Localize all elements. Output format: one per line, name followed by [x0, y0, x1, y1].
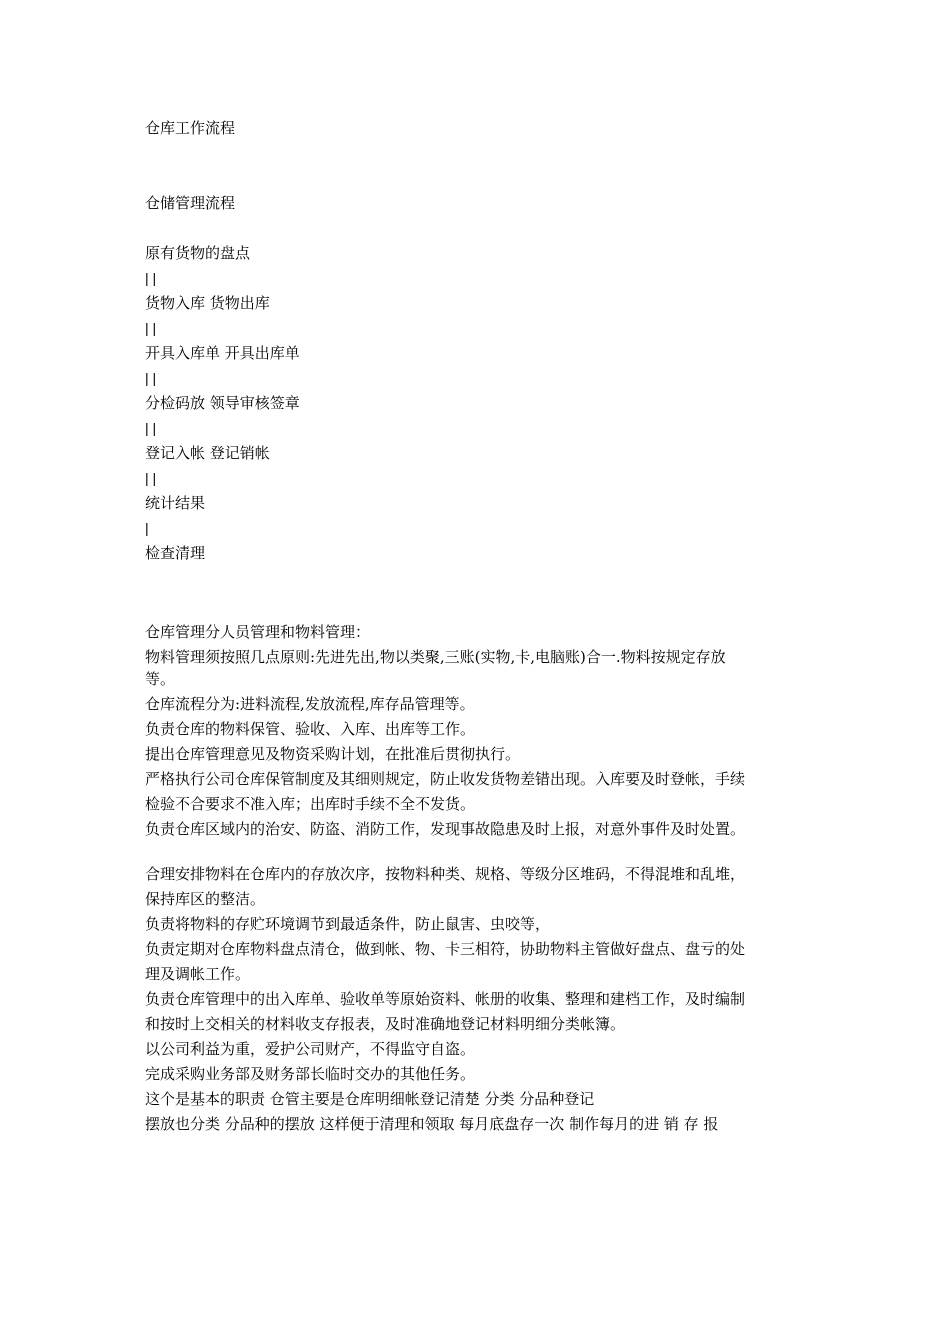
document-subtitle: 仓储管理流程 — [145, 194, 236, 212]
paragraph: 负责仓库管理中的出入库单、验收单等原始资料、帐册的收集、整理和建档工作，及时编制 — [145, 990, 746, 1008]
paragraph: 和按时上交相关的材料收支存报表，及时准确地登记材料明细分类帐簿。 — [145, 1015, 626, 1033]
paragraph: 理及调帐工作。 — [145, 965, 251, 983]
flow-connector: | | — [145, 420, 157, 436]
paragraph: 以公司利益为重，爱护公司财产，不得监守自盗。 — [145, 1040, 476, 1058]
paragraph: 等。 — [145, 670, 176, 688]
paragraph: 摆放也分类 分品种的摆放 这样便于清理和领取 每月底盘存一次 制作每月的进 销 存 报 — [145, 1115, 719, 1133]
process-flow — [145, 243, 300, 568]
flow-step: 开具入库单 开具出库单 — [145, 344, 300, 362]
flow-connector: | | — [145, 270, 157, 286]
flow-step: 登记入帐 登记销帐 — [145, 444, 270, 462]
flow-connector: | | — [145, 320, 157, 336]
flow-step: 检查清理 — [145, 544, 206, 562]
flow-step: 原有货物的盘点 — [145, 244, 251, 262]
paragraph: 合理安排物料在仓库内的存放次序，按物料种类、规格、等级分区堆码，不得混堆和乱堆， — [145, 865, 746, 883]
flow-step: 货物入库 货物出库 — [145, 294, 270, 312]
paragraph: 这个是基本的职责 仓管主要是仓库明细帐登记清楚 分类 分品种登记 — [145, 1090, 595, 1108]
paragraph: 仓库流程分为:进料流程,发放流程,库存品管理等。 — [145, 695, 475, 713]
paragraph: 完成采购业务部及财务部长临时交办的其他任务。 — [145, 1065, 476, 1083]
paragraph: 提出仓库管理意见及物资采购计划，在批准后贯彻执行。 — [145, 745, 521, 763]
paragraph: 保持库区的整洁。 — [145, 890, 266, 908]
paragraph: 负责将物料的存贮环境调节到最适条件，防止鼠害、虫咬等， — [145, 915, 551, 933]
paragraph: 仓库管理分人员管理和物料管理： — [145, 623, 371, 641]
paragraph: 检验不合要求不准入库；出库时手续不全不发货。 — [145, 795, 476, 813]
paragraph: 负责仓库区域内的治安、防盗、消防工作，发现事故隐患及时上报，对意外事件及时处置。 — [145, 820, 746, 838]
document-body — [145, 622, 815, 1139]
paragraph: 物料管理须按照几点原则:先进先出,物以类聚,三账(实物,卡,电脑账)合一.物料按规定存放 — [145, 648, 726, 666]
flow-step: 分检码放 领导审核签章 — [145, 394, 300, 412]
paragraph-gap — [145, 844, 815, 864]
flow-connector: | | — [145, 370, 157, 386]
flow-connector: | — [145, 520, 149, 536]
flow-step: 统计结果 — [145, 494, 206, 512]
document-title: 仓库工作流程 — [145, 119, 236, 137]
paragraph: 负责仓库的物料保管、验收、入库、出库等工作。 — [145, 720, 476, 738]
paragraph: 严格执行公司仓库保管制度及其细则规定，防止收发货物差错出现。入库要及时登帐，手续 — [145, 770, 746, 788]
paragraph: 负责定期对仓库物料盘点清仓，做到帐、物、卡三相符，协助物料主管做好盘点、盘亏的处 — [145, 940, 746, 958]
flow-connector: | | — [145, 470, 157, 486]
